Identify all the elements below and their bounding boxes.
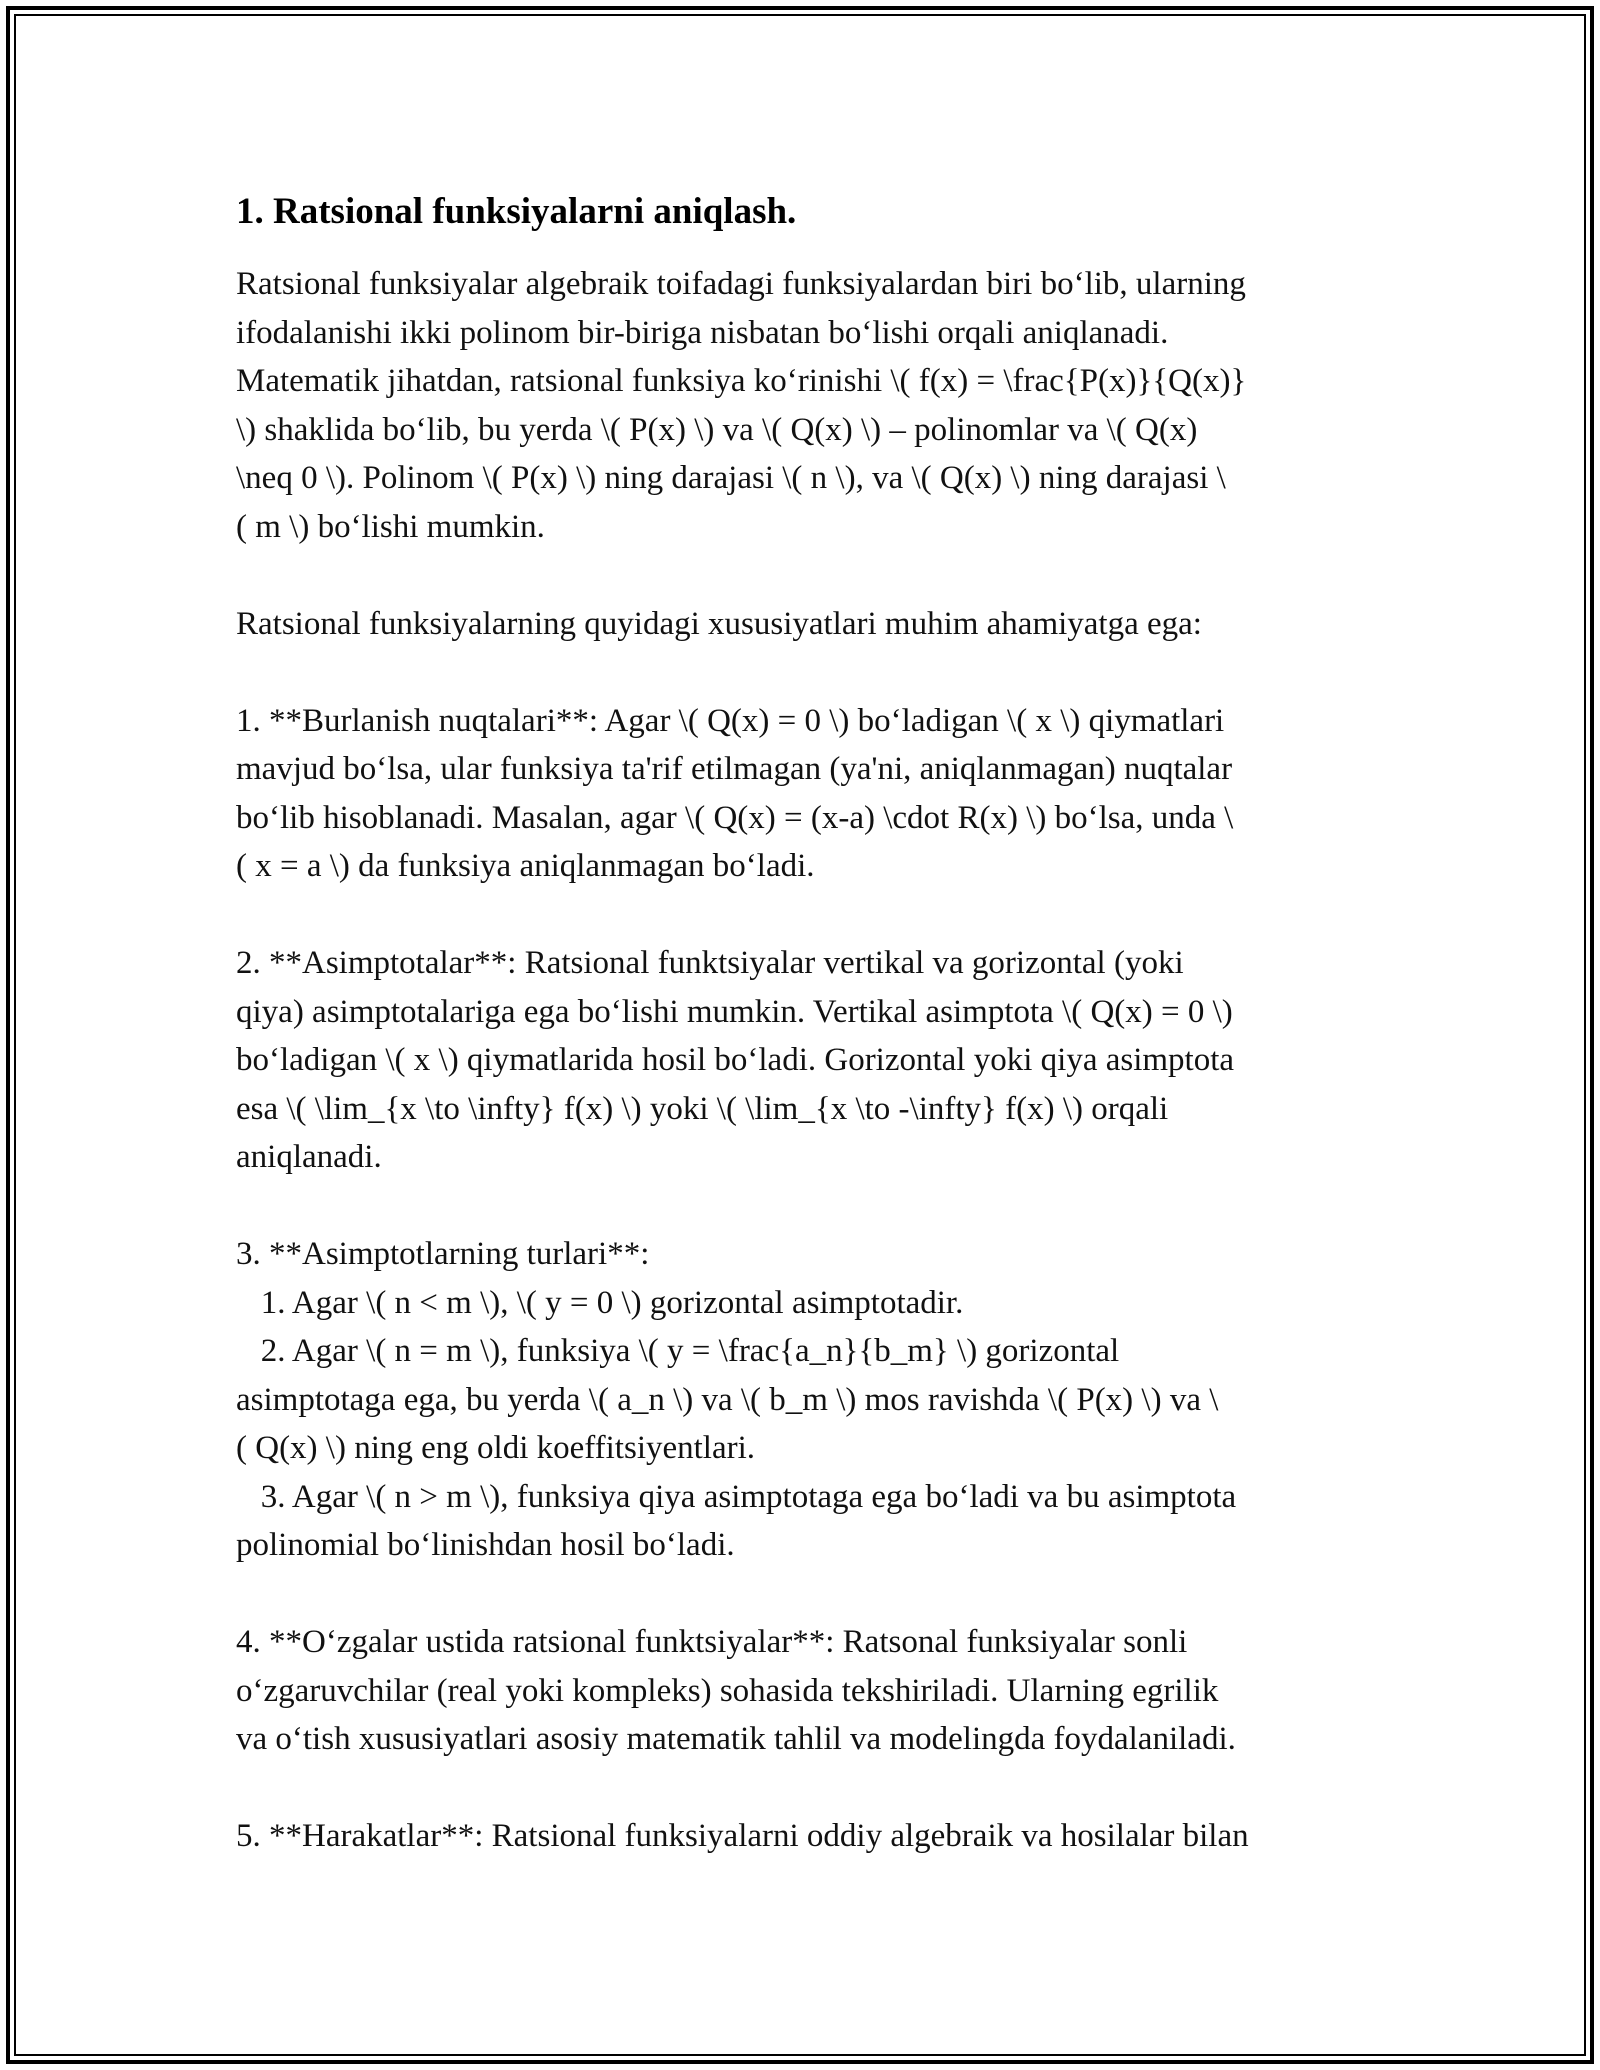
text-line: bo‘lib hisoblanadi. Masalan, agar \( Q(x) = (x-a) \cdot R(x) \) bo‘lsa, unda \ [236,799,1234,836]
text-line: 1. **Burlanish nuqtalari**: Agar \( Q(x) = 0 \) bo‘ladigan \( x \) qiymatlari [236,702,1225,739]
document-body [236,188,1386,1909]
text-line: 3. Agar \( n > m \), funksiya qiya asimptotaga ega bo‘ladi va bu asimptota [236,1478,1237,1515]
text-line: Ratsional funksiyalarning quyidagi xususiyatlari muhim ahamiyatga ega: [236,605,1202,642]
paragraph-item-5 [236,1812,1386,1861]
text-line: \neq 0 \). Polinom \( P(x) \) ning darajasi \( n \), va \( Q(x) \) ning darajasi \ [236,460,1226,496]
text-line: mavjud bo‘lsa, ular funksiya ta'rif etilmagan (ya'ni, aniqlanmagan) nuqtalar [236,751,1233,787]
text-line: qiya) asimptotalariga ega bo‘lishi mumkin. Vertikal asimptota \( Q(x) = 0 \) [236,993,1233,1030]
text-line: \) shaklida bo‘lib, bu yerda \( P(x) \) va \( Q(x) \) – polinomlar va \( Q(x) [236,411,1198,448]
paragraph-properties-intro [236,600,1386,649]
section-heading: 1. Ratsional funksiyalarni aniqlash. [236,191,797,232]
text-line: ( Q(x) \) ning eng oldi koeffitsiyentlari. [236,1430,756,1466]
text-line: ( m \) bo‘lishi mumkin. [236,508,545,545]
text-line: o‘zgaruvchilar (real yoki kompleks) sohasida tekshiriladi. Ularning egrilik [236,1672,1219,1709]
paragraph-item-1 [236,697,1386,891]
text-line: bo‘ladigan \( x \) qiymatlarida hosil bo‘ladi. Gorizontal yoki qiya asimptota [236,1042,1235,1078]
text-line: ( x = a \) da funksiya aniqlanmagan bo‘ladi. [236,848,815,884]
text-line: ifodalanishi ikki polinom bir-biriga nisbatan bo‘lishi orqali aniqlanadi. [236,314,1169,351]
text-line: 2. Agar \( n = m \), funksiya \( y = \frac{a_n}{b_m} \) gorizontal [236,1333,1120,1369]
text-line: 4. **O‘zgalar ustida ratsional funktsiyalar**: Ratsonal funksiyalar sonli [236,1624,1188,1660]
text-line: Matematik jihatdan, ratsional funksiya ko‘rinishi \( f(x) = \frac{P(x)}{Q(x)} [236,363,1247,399]
text-line: va o‘tish xususiyatlari asosiy matematik tahlil va modelingda foydalaniladi. [236,1721,1236,1757]
paragraph-item-4 [236,1618,1386,1764]
text-line: polinomial bo‘linishdan hosil bo‘ladi. [236,1527,735,1563]
text-line: aniqlanadi. [236,1139,382,1175]
text-line: 3. **Asimptotlarning turlari**: [236,1236,650,1272]
text-line: asimptotaga ega, bu yerda \( a_n \) va \( b_m \) mos ravishda \( P(x) \) va \ [236,1381,1219,1418]
text-line: Ratsional funksiyalar algebraik toifadagi funksiyalardan biri bo‘lib, ularning [236,266,1246,302]
paragraph-item-2 [236,939,1386,1182]
paragraph-definition [236,260,1386,551]
text-line: 2. **Asimptotalar**: Ratsional funktsiyalar vertikal va gorizontal (yoki [236,945,1184,981]
text-line: 5. **Harakatlar**: Ratsional funksiyalarni oddiy algebraik va hosilalar bilan [236,1818,1249,1854]
text-line: esa \( \lim_{x \to \infty} f(x) \) yoki \( \lim_{x \to -\infty} f(x) \) orqali [236,1090,1169,1127]
paragraph-item-3 [236,1230,1386,1570]
text-line: 1. Agar \( n < m \), \( y = 0 \) gorizontal asimptotadir. [236,1284,964,1321]
